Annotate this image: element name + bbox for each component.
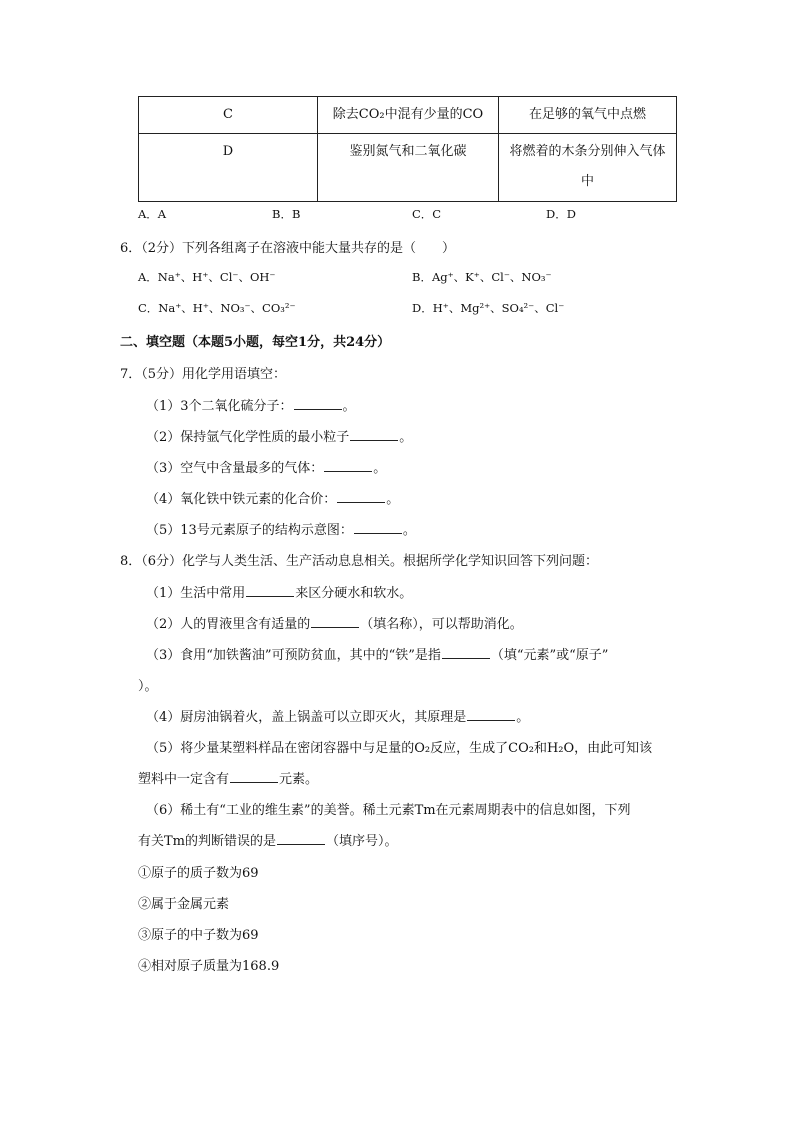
table-cell-option: D bbox=[139, 134, 318, 202]
item-text: 来区分硬水和软水。 bbox=[295, 586, 413, 601]
q7-item bbox=[146, 519, 416, 538]
q5-option-d: D．D bbox=[546, 207, 576, 221]
q6-stem: 6．（2分）下列各组离子在溶液中能大量共存的是（ ） bbox=[120, 241, 456, 256]
table-row bbox=[139, 97, 677, 134]
experiment-table bbox=[138, 96, 677, 202]
table-cell-method: 在足够的氧气中点燃 bbox=[499, 97, 677, 134]
q6-option-a: A．Na⁺、H⁺、Cl⁻、OH⁻ bbox=[138, 270, 276, 284]
q8-item-continuation bbox=[138, 830, 398, 849]
table-cell-purpose: 鉴别氮气和二氧化碳 bbox=[318, 134, 499, 202]
q8-item bbox=[146, 706, 529, 725]
section-title: 二、填空题（本题5小题，每空1分，共24分） bbox=[120, 335, 391, 350]
q8-choice: ④相对原子质量为168.9 bbox=[138, 959, 280, 974]
q7-item bbox=[146, 395, 356, 414]
item-text: 元素。 bbox=[279, 772, 319, 787]
item-text: （1）3个二氧化硫分子： bbox=[146, 399, 293, 414]
q8-item: （5）将少量某塑料样品在密闭容器中与足量的O₂反应，生成了CO₂和H₂O，由此可知该 bbox=[146, 741, 653, 756]
item-text: 。 bbox=[402, 523, 416, 538]
q7-stem: 7．（5分）用化学用语填空： bbox=[120, 367, 287, 382]
answer-blank[interactable] bbox=[294, 397, 342, 410]
q7-item bbox=[146, 457, 386, 476]
item-text: （2）人的胃液里含有适量的 bbox=[146, 617, 311, 632]
answer-blank[interactable] bbox=[337, 490, 385, 503]
q8-stem: 8．（6分）化学与人类生活、生产活动息息相关。根据所学化学知识回答下列问题： bbox=[120, 554, 599, 569]
q5-option-b: B．B bbox=[272, 207, 301, 221]
item-text: 。 bbox=[386, 492, 400, 507]
q6-option-b: B．Ag⁺、K⁺、Cl⁻、NO₃⁻ bbox=[412, 270, 552, 284]
item-text: （4）厨房油锅着火，盖上锅盖可以立即灭火，其原理是 bbox=[146, 710, 467, 725]
answer-blank[interactable] bbox=[350, 428, 398, 441]
item-text: （3）空气中含量最多的气体： bbox=[146, 461, 324, 476]
q8-item bbox=[146, 644, 608, 663]
answer-blank[interactable] bbox=[324, 459, 372, 472]
q7-item bbox=[146, 488, 399, 507]
q8-choice: ③原子的中子数为69 bbox=[138, 928, 259, 943]
answer-blank[interactable] bbox=[354, 521, 402, 534]
q8-item bbox=[146, 582, 412, 601]
q8-item-continuation: ）。 bbox=[138, 679, 158, 694]
item-text: （1）生活中常用 bbox=[146, 586, 246, 601]
item-text: （2）保持氩气化学性质的最小粒子 bbox=[146, 430, 350, 445]
q5-option-a: A．A bbox=[138, 207, 167, 221]
table-cell-purpose: 除去CO₂中混有少量的CO bbox=[318, 97, 499, 134]
q8-item bbox=[146, 613, 523, 632]
item-text: （填序号）。 bbox=[326, 834, 398, 849]
q5-option-c: C．C bbox=[412, 207, 442, 221]
item-text: 。 bbox=[516, 710, 530, 725]
item-text: 。 bbox=[342, 399, 356, 414]
item-text: （5）13号元素原子的结构示意图： bbox=[146, 523, 353, 538]
table-row bbox=[139, 134, 677, 202]
item-text: （4）氧化铁中铁元素的化合价： bbox=[146, 492, 337, 507]
item-text: 。 bbox=[373, 461, 387, 476]
table-cell-option: C bbox=[139, 97, 318, 134]
q8-choice: ①原子的质子数为69 bbox=[138, 866, 259, 881]
q8-item-continuation bbox=[138, 768, 318, 787]
table-cell-method bbox=[499, 134, 677, 202]
item-text: 有关Tm的判断错误的是 bbox=[138, 834, 276, 849]
item-text: （3）食用“加铁酱油”可预防贫血，其中的“铁”是指 bbox=[146, 648, 441, 663]
method-line: 中 bbox=[580, 174, 594, 189]
q6-option-d: D．H⁺、Mg²⁺、SO₄²⁻、Cl⁻ bbox=[412, 301, 565, 315]
answer-blank[interactable] bbox=[230, 770, 278, 783]
answer-blank[interactable] bbox=[442, 646, 490, 659]
q7-item bbox=[146, 426, 412, 445]
item-text: （填“元素”或“原子” bbox=[490, 648, 609, 663]
answer-blank[interactable] bbox=[277, 832, 325, 845]
item-text: 塑料中一定含有 bbox=[138, 772, 230, 787]
answer-blank[interactable] bbox=[311, 615, 359, 628]
answer-blank[interactable] bbox=[246, 584, 294, 597]
item-text: （填名称），可以帮助消化。 bbox=[360, 617, 523, 632]
q6-option-c: C．Na⁺、H⁺、NO₃⁻、CO₃²⁻ bbox=[138, 301, 296, 315]
q8-item: （6）稀土有“工业的维生素”的美誉。稀土元素Tm在元素周期表中的信息如图，下列 bbox=[146, 803, 631, 818]
item-text: 。 bbox=[399, 430, 413, 445]
answer-blank[interactable] bbox=[467, 708, 515, 721]
q8-choice: ②属于金属元素 bbox=[138, 897, 230, 912]
method-line: 将燃着的木条分别伸入气体 bbox=[509, 144, 666, 159]
